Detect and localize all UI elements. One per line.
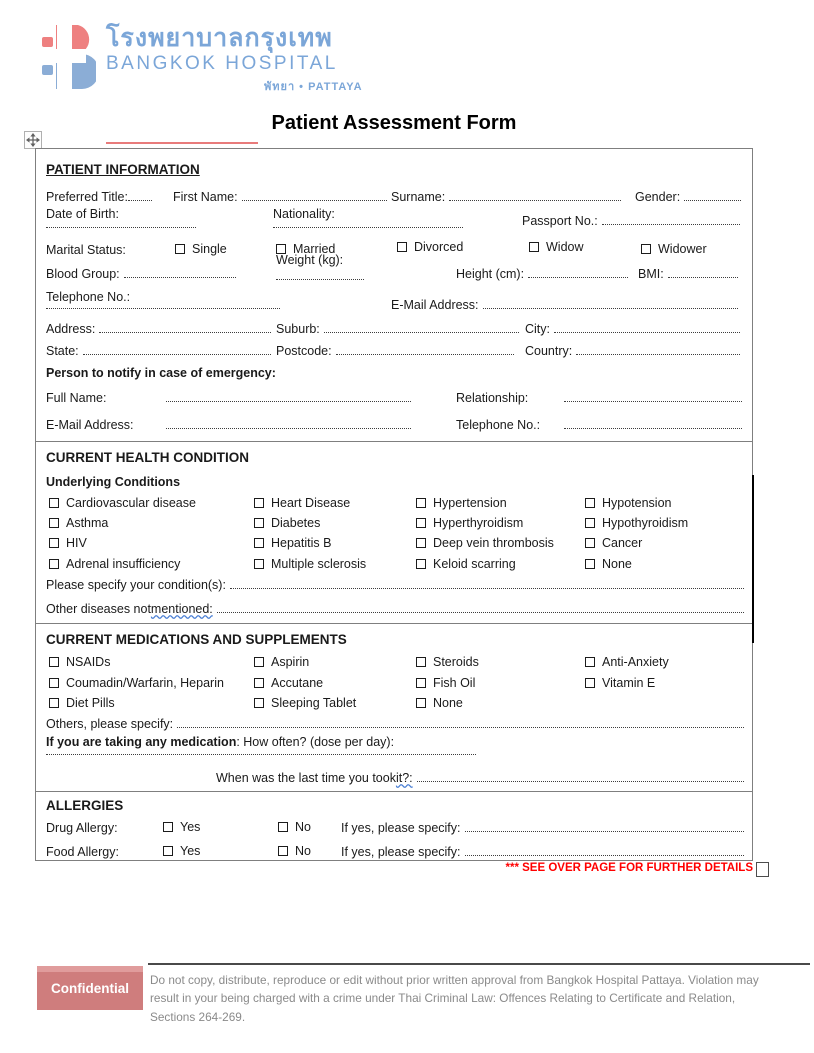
drug-allergy-specify-label: If yes, please specify: bbox=[341, 821, 461, 835]
condition-heart-disease bbox=[254, 496, 350, 510]
checkbox-hyperthyroidism[interactable] bbox=[416, 518, 426, 528]
height-label: Height (cm): bbox=[456, 267, 525, 281]
checkbox-hypotension[interactable] bbox=[585, 498, 595, 508]
checkbox-sleeping-tablet[interactable] bbox=[254, 698, 264, 708]
patient-information-header: PATIENT INFORMATION bbox=[46, 162, 200, 177]
single-label: Single bbox=[192, 242, 227, 256]
emergency-email-label: E-Mail Address: bbox=[46, 418, 134, 432]
other-diseases-label: Other diseases not bbox=[46, 602, 151, 616]
others-specify-label: Others, please specify: bbox=[46, 717, 174, 731]
suburb-label: Suburb: bbox=[276, 322, 320, 336]
checkbox-hepatitis-b[interactable] bbox=[254, 538, 264, 548]
email-label: E-Mail Address: bbox=[391, 298, 479, 312]
specify-condition-label: Please specify your condition(s): bbox=[46, 578, 226, 592]
food-allergy-label-row bbox=[46, 845, 119, 859]
cancer-label: Cancer bbox=[602, 536, 643, 550]
checkbox-deep-vein-thrombosis[interactable] bbox=[416, 538, 426, 548]
underlying-conditions-label: Underlying Conditions bbox=[46, 475, 181, 489]
height-row bbox=[456, 267, 628, 281]
condition-adrenal-insufficiency bbox=[49, 557, 180, 571]
surname-label: Surname: bbox=[391, 190, 446, 204]
logo-divider-line bbox=[106, 142, 258, 144]
coumadin-label: Coumadin/Warfarin, Heparin bbox=[66, 676, 224, 690]
medication-none bbox=[416, 696, 463, 710]
medication-fish-oil bbox=[416, 676, 475, 690]
food-allergy-specify-row bbox=[341, 845, 744, 859]
checkbox-single[interactable] bbox=[175, 244, 185, 254]
checkbox-hiv[interactable] bbox=[49, 538, 59, 548]
section-health-condition bbox=[36, 441, 752, 623]
telephone-label-row bbox=[46, 290, 130, 304]
preferred-title-row bbox=[46, 190, 152, 204]
city-row bbox=[525, 322, 740, 336]
date-of-birth-label-row bbox=[46, 207, 119, 221]
deep-vein-thrombosis-label: Deep vein thrombosis bbox=[433, 536, 554, 550]
heart-disease-label: Heart Disease bbox=[271, 496, 351, 510]
passport-label: Passport No.: bbox=[522, 214, 598, 228]
sleeping-tablet-label: Sleeping Tablet bbox=[271, 696, 357, 710]
relationship-field[interactable] bbox=[564, 401, 742, 402]
food-allergy-specify-label: If yes, please specify: bbox=[341, 845, 461, 859]
weight-field-row bbox=[276, 279, 364, 280]
emergency-telephone-field[interactable] bbox=[564, 428, 742, 429]
telephone-label: Telephone No.: bbox=[46, 290, 131, 304]
medication-nsaids bbox=[49, 655, 110, 669]
hyperthyroidism-label: Hyperthyroidism bbox=[433, 516, 524, 530]
drug-allergy-yes bbox=[163, 820, 200, 834]
blood-group-label: Blood Group: bbox=[46, 267, 120, 281]
checkbox-cardiovascular[interactable] bbox=[49, 498, 59, 508]
food-allergy-no-label: No bbox=[295, 844, 311, 858]
condition-hyperthyroidism bbox=[416, 516, 523, 530]
checkbox-drug-allergy-yes[interactable] bbox=[163, 822, 173, 832]
hypotension-label: Hypotension bbox=[602, 496, 672, 510]
checkbox-food-allergy-no[interactable] bbox=[278, 846, 288, 856]
last-time-row bbox=[216, 771, 744, 785]
checkbox-condition-none[interactable] bbox=[585, 559, 595, 569]
other-diseases-label-misspelled: mentioned: bbox=[150, 602, 213, 616]
emergency-telephone-row bbox=[456, 418, 742, 432]
emergency-email-field[interactable] bbox=[166, 428, 411, 429]
checkbox-aspirin[interactable] bbox=[254, 657, 264, 667]
footer-divider-line bbox=[148, 963, 810, 965]
checkbox-drug-allergy-no[interactable] bbox=[278, 822, 288, 832]
postcode-field[interactable] bbox=[336, 354, 514, 355]
emergency-email-row bbox=[46, 418, 411, 432]
specify-condition-row bbox=[46, 578, 744, 592]
blood-group-field[interactable] bbox=[124, 277, 236, 278]
postcode-label: Postcode: bbox=[276, 344, 332, 358]
drug-allergy-no bbox=[278, 820, 311, 834]
preferred-title-field[interactable] bbox=[128, 200, 152, 201]
condition-diabetes bbox=[254, 516, 320, 530]
checkbox-keloid-scarring[interactable] bbox=[416, 559, 426, 569]
confidential-badge: Confidential bbox=[37, 966, 143, 1010]
section-medications bbox=[36, 623, 752, 791]
see-over-page-note: *** SEE OVER PAGE FOR FURTHER DETAILS bbox=[505, 862, 753, 874]
hypertension-label: Hypertension bbox=[433, 496, 507, 510]
relationship-row bbox=[456, 391, 742, 405]
bmi-label: BMI: bbox=[638, 267, 664, 281]
telephone-field[interactable] bbox=[46, 308, 280, 309]
country-row bbox=[525, 344, 740, 358]
suburb-field[interactable] bbox=[324, 332, 519, 333]
marital-option-single bbox=[175, 242, 227, 256]
nsaids-label: NSAIDs bbox=[66, 655, 111, 669]
steroids-label: Steroids bbox=[433, 655, 479, 669]
asthma-label: Asthma bbox=[66, 516, 109, 530]
country-label: Country: bbox=[525, 344, 573, 358]
date-of-birth-label: Date of Birth: bbox=[46, 207, 119, 221]
address-field[interactable] bbox=[99, 332, 271, 333]
health-condition-header: CURRENT HEALTH CONDITION bbox=[46, 450, 249, 465]
divorced-label: Divorced bbox=[414, 240, 464, 254]
emergency-full-name-row bbox=[46, 391, 411, 405]
condition-cancer bbox=[585, 536, 642, 550]
bmi-field[interactable] bbox=[668, 277, 738, 278]
other-diseases-row bbox=[46, 602, 744, 616]
last-time-label-misspelled: it?: bbox=[395, 771, 413, 785]
hospital-name-thai: โรงพยาบาลกรุงเทพ bbox=[106, 24, 333, 52]
condition-multiple-sclerosis bbox=[254, 557, 366, 571]
postcode-row bbox=[276, 344, 514, 358]
medication-accutane bbox=[254, 676, 323, 690]
adrenal-insufficiency-label: Adrenal insufficiency bbox=[66, 557, 181, 571]
vitamin-e-label: Vitamin E bbox=[602, 676, 656, 690]
section-patient-information bbox=[36, 149, 752, 441]
condition-hiv bbox=[49, 536, 87, 550]
blood-group-row bbox=[46, 267, 236, 281]
checkbox-asthma[interactable] bbox=[49, 518, 59, 528]
checkbox-adrenal-insufficiency[interactable] bbox=[49, 559, 59, 569]
gender-label: Gender: bbox=[635, 190, 681, 204]
marital-option-widower bbox=[641, 242, 707, 256]
suburb-row bbox=[276, 322, 519, 336]
widower-label: Widower bbox=[658, 242, 707, 256]
hepatitis-b-label: Hepatitis B bbox=[271, 536, 332, 550]
others-specify-row bbox=[46, 717, 744, 731]
marital-status-label: Marital Status: bbox=[46, 243, 126, 257]
condition-hepatitis-b bbox=[254, 536, 331, 550]
full-name-field[interactable] bbox=[166, 401, 411, 402]
drug-allergy-label-row bbox=[46, 821, 118, 835]
dose-question-row bbox=[46, 735, 394, 749]
marital-option-divorced bbox=[397, 240, 463, 254]
hypothyroidism-label: Hypothyroidism bbox=[602, 516, 689, 530]
checkbox-widow[interactable] bbox=[529, 242, 539, 252]
section-allergies bbox=[36, 791, 752, 862]
condition-hypothyroidism bbox=[585, 516, 688, 530]
drug-allergy-specify-row bbox=[341, 821, 744, 835]
first-name-field[interactable] bbox=[242, 200, 387, 201]
checkbox-cancer[interactable] bbox=[585, 538, 595, 548]
food-allergy-yes-label: Yes bbox=[180, 844, 201, 858]
checkbox-widower[interactable] bbox=[641, 244, 651, 254]
date-of-birth-field-row bbox=[46, 227, 196, 228]
food-allergy-yes bbox=[163, 844, 200, 858]
city-field[interactable] bbox=[554, 332, 740, 333]
anti-anxiety-label: Anti-Anxiety bbox=[602, 655, 669, 669]
condition-cardiovascular bbox=[49, 496, 196, 510]
address-label: Address: bbox=[46, 322, 96, 336]
checkbox-food-allergy-yes[interactable] bbox=[163, 846, 173, 856]
gender-row bbox=[635, 190, 741, 204]
weight-label-row bbox=[276, 253, 343, 267]
telephone-field-row bbox=[46, 308, 280, 309]
medication-coumadin bbox=[49, 676, 224, 690]
weight-label: Weight (kg): bbox=[276, 253, 344, 267]
dose-answer-row bbox=[46, 754, 476, 755]
bmi-row bbox=[638, 267, 738, 281]
nationality-label: Nationality: bbox=[273, 207, 335, 221]
page-title: Patient Assessment Form bbox=[271, 112, 517, 134]
food-allergy-no bbox=[278, 844, 311, 858]
condition-hypertension bbox=[416, 496, 507, 510]
surname-row bbox=[391, 190, 621, 204]
medications-section-black-border bbox=[752, 475, 754, 643]
nationality-field[interactable] bbox=[273, 227, 463, 228]
note-checkbox[interactable] bbox=[756, 862, 769, 877]
other-diseases-field[interactable] bbox=[217, 612, 744, 613]
hospital-name-en: BANGKOK HOSPITAL bbox=[106, 52, 338, 74]
preferred-title-label: Preferred Title: bbox=[46, 190, 128, 204]
medication-anti-anxiety bbox=[585, 655, 669, 669]
cardiovascular-label: Cardiovascular disease bbox=[66, 496, 196, 510]
medication-sleeping-tablet bbox=[254, 696, 356, 710]
condition-asthma bbox=[49, 516, 108, 530]
dose-question-label: : How often? (dose per day): bbox=[236, 735, 395, 749]
married-label: Married bbox=[293, 242, 336, 256]
drug-allergy-yes-label: Yes bbox=[180, 820, 201, 834]
address-row bbox=[46, 322, 271, 336]
emergency-telephone-label: Telephone No.: bbox=[456, 418, 541, 432]
emergency-contact-header bbox=[46, 366, 276, 380]
medications-header: CURRENT MEDICATIONS AND SUPPLEMENTS bbox=[46, 632, 347, 647]
full-name-label: Full Name: bbox=[46, 391, 107, 405]
email-row bbox=[391, 298, 738, 312]
food-allergy-specify-field[interactable] bbox=[465, 855, 744, 856]
country-field[interactable] bbox=[576, 354, 740, 355]
checkbox-steroids[interactable] bbox=[416, 657, 426, 667]
first-name-label: First Name: bbox=[173, 190, 238, 204]
condition-none-label: None bbox=[602, 557, 632, 571]
last-time-field[interactable] bbox=[417, 781, 744, 782]
checkbox-anti-anxiety[interactable] bbox=[585, 657, 595, 667]
fish-oil-label: Fish Oil bbox=[433, 676, 476, 690]
hospital-location-label: พัทยา • PATTAYA bbox=[264, 80, 363, 93]
passport-row bbox=[522, 214, 740, 228]
first-name-row bbox=[173, 190, 387, 204]
dose-question-bold-label: If you are taking any medication bbox=[46, 735, 237, 749]
footer-disclaimer-text: Do not copy, distribute, reproduce or edit without prior written approval from Bangkok Hospital Pattaya. Violation may result in your being charged with a crime under Thai Criminal Law: Offences Relating to Certificate and Relation, Sections 264-269. bbox=[150, 973, 759, 1024]
surname-field[interactable] bbox=[449, 200, 621, 201]
hospital-logo-icon bbox=[40, 24, 96, 95]
checkbox-accutane[interactable] bbox=[254, 678, 264, 688]
height-field[interactable] bbox=[528, 277, 628, 278]
condition-keloid-scarring bbox=[416, 557, 516, 571]
condition-deep-vein-thrombosis bbox=[416, 536, 554, 550]
drug-allergy-label: Drug Allergy: bbox=[46, 821, 118, 835]
patient-form-table bbox=[35, 148, 753, 861]
weight-field[interactable] bbox=[276, 279, 364, 280]
passport-field[interactable] bbox=[602, 224, 740, 225]
gender-field[interactable] bbox=[684, 200, 741, 201]
condition-hypotension bbox=[585, 496, 672, 510]
checkbox-heart-disease[interactable] bbox=[254, 498, 264, 508]
drug-allergy-specify-field[interactable] bbox=[465, 831, 744, 832]
state-label: State: bbox=[46, 344, 79, 358]
hiv-label: HIV bbox=[66, 536, 87, 550]
checkbox-multiple-sclerosis[interactable] bbox=[254, 559, 264, 569]
relationship-label: Relationship: bbox=[456, 391, 529, 405]
checkbox-nsaids[interactable] bbox=[49, 657, 59, 667]
diet-pills-label: Diet Pills bbox=[66, 696, 115, 710]
checkbox-diet-pills[interactable] bbox=[49, 698, 59, 708]
underlying-conditions-subheader bbox=[46, 475, 180, 489]
medication-vitamin-e bbox=[585, 676, 655, 690]
checkbox-divorced[interactable] bbox=[397, 242, 407, 252]
nationality-label-row bbox=[273, 207, 335, 221]
checkbox-hypertension[interactable] bbox=[416, 498, 426, 508]
others-specify-field[interactable] bbox=[177, 727, 744, 728]
checkbox-diabetes[interactable] bbox=[254, 518, 264, 528]
allergies-header: ALLERGIES bbox=[46, 798, 124, 813]
checkbox-vitamin-e[interactable] bbox=[585, 678, 595, 688]
drug-allergy-no-label: No bbox=[295, 820, 311, 834]
dose-answer-field[interactable] bbox=[46, 754, 476, 755]
medication-aspirin bbox=[254, 655, 309, 669]
widow-label: Widow bbox=[546, 240, 584, 254]
checkbox-hypothyroidism[interactable] bbox=[585, 518, 595, 528]
accutane-label: Accutane bbox=[271, 676, 324, 690]
aspirin-label: Aspirin bbox=[271, 655, 310, 669]
state-row bbox=[46, 344, 271, 358]
last-time-label: When was the last time you took bbox=[216, 771, 396, 785]
multiple-sclerosis-label: Multiple sclerosis bbox=[271, 557, 367, 571]
date-of-birth-field[interactable] bbox=[46, 227, 196, 228]
food-allergy-label: Food Allergy: bbox=[46, 845, 119, 859]
keloid-scarring-label: Keloid scarring bbox=[433, 557, 516, 571]
city-label: City: bbox=[525, 322, 550, 336]
emergency-contact-header-label: Person to notify in case of emergency: bbox=[46, 366, 276, 380]
nationality-field-row bbox=[273, 227, 463, 228]
marital-status-row bbox=[46, 243, 126, 257]
medication-none-label: None bbox=[433, 696, 463, 710]
condition-none bbox=[585, 557, 632, 571]
checkbox-coumadin[interactable] bbox=[49, 678, 59, 688]
medication-diet-pills bbox=[49, 696, 115, 710]
hospital-logo bbox=[40, 24, 363, 95]
state-field[interactable] bbox=[83, 354, 271, 355]
checkbox-medication-none[interactable] bbox=[416, 698, 426, 708]
specify-condition-field[interactable] bbox=[230, 588, 744, 589]
email-field[interactable] bbox=[483, 308, 738, 309]
table-move-handle-icon[interactable] bbox=[24, 131, 42, 149]
marital-option-widow bbox=[529, 240, 584, 254]
medication-steroids bbox=[416, 655, 479, 669]
checkbox-fish-oil[interactable] bbox=[416, 678, 426, 688]
diabetes-label: Diabetes bbox=[271, 516, 321, 530]
